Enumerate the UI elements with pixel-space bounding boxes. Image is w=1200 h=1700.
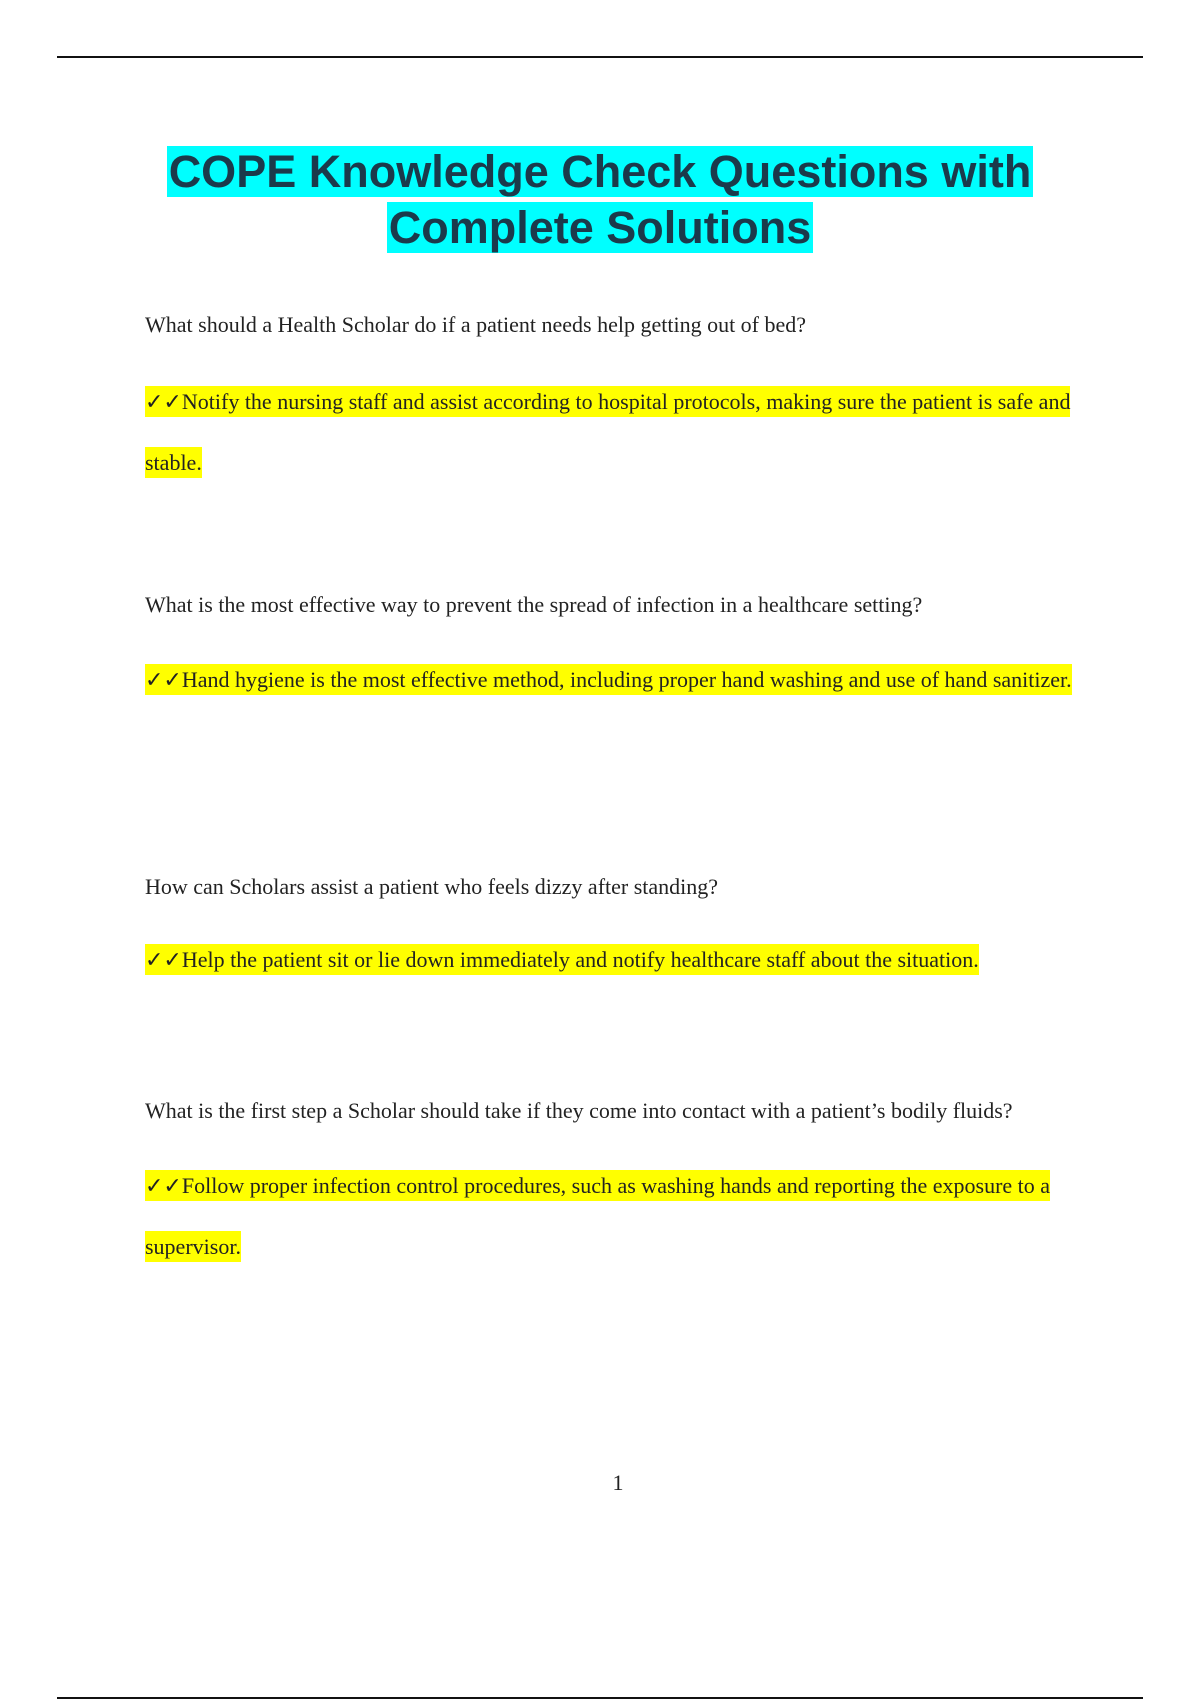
- qa-item-3: [145, 860, 1085, 991]
- qa-item-2: [145, 578, 1085, 711]
- answer-3: [145, 930, 1085, 991]
- page-number: 1: [612, 1470, 624, 1495]
- answer-4: [145, 1156, 1085, 1277]
- question-1: What should a Health Scholar do if a patient needs help getting out of bed?: [145, 312, 807, 337]
- bottom-rule: [57, 1697, 1143, 1699]
- double-check-icon: ✓✓: [145, 948, 182, 973]
- answer-1-highlight: [145, 386, 1070, 478]
- answer-1: [145, 372, 1085, 493]
- answer-3-text: Help the patient sit or lie down immediately and notify healthcare staff about the situation.: [181, 947, 979, 972]
- double-check-icon: ✓✓: [145, 1174, 182, 1199]
- answer-2: [145, 650, 1085, 711]
- answer-4-text: Follow proper infection control procedures, such as washing hands and reporting the exposure to a supervisor.: [145, 1173, 1051, 1259]
- answer-2-text: Hand hygiene is the most effective method, including proper hand washing and use of hand sanitizer.: [181, 667, 1072, 692]
- question-4: What is the first step a Scholar should take if they come into contact with a patient’s bodily fluids?: [145, 1098, 1013, 1123]
- answer-2-highlight: [145, 664, 1072, 695]
- double-check-icon: ✓✓: [145, 668, 182, 693]
- double-check-icon: ✓✓: [145, 390, 182, 415]
- qa-item-1: [145, 298, 1085, 493]
- document-title: [100, 144, 1100, 256]
- question-2: What is the most effective way to prevent the spread of infection in a healthcare setting?: [145, 592, 923, 617]
- question-3: How can Scholars assist a patient who feels dizzy after standing?: [145, 874, 719, 899]
- title-line-2: Complete Solutions: [388, 202, 812, 253]
- answer-3-highlight: [145, 944, 979, 975]
- answer-4-highlight: [145, 1170, 1050, 1262]
- qa-item-4: [145, 1084, 1085, 1277]
- answer-1-text: Notify the nursing staff and assist according to hospital protocols, making sure the patient is safe and stable.: [145, 389, 1071, 475]
- title-line-1: COPE Knowledge Check Questions with: [168, 146, 1032, 197]
- top-rule: [57, 56, 1143, 58]
